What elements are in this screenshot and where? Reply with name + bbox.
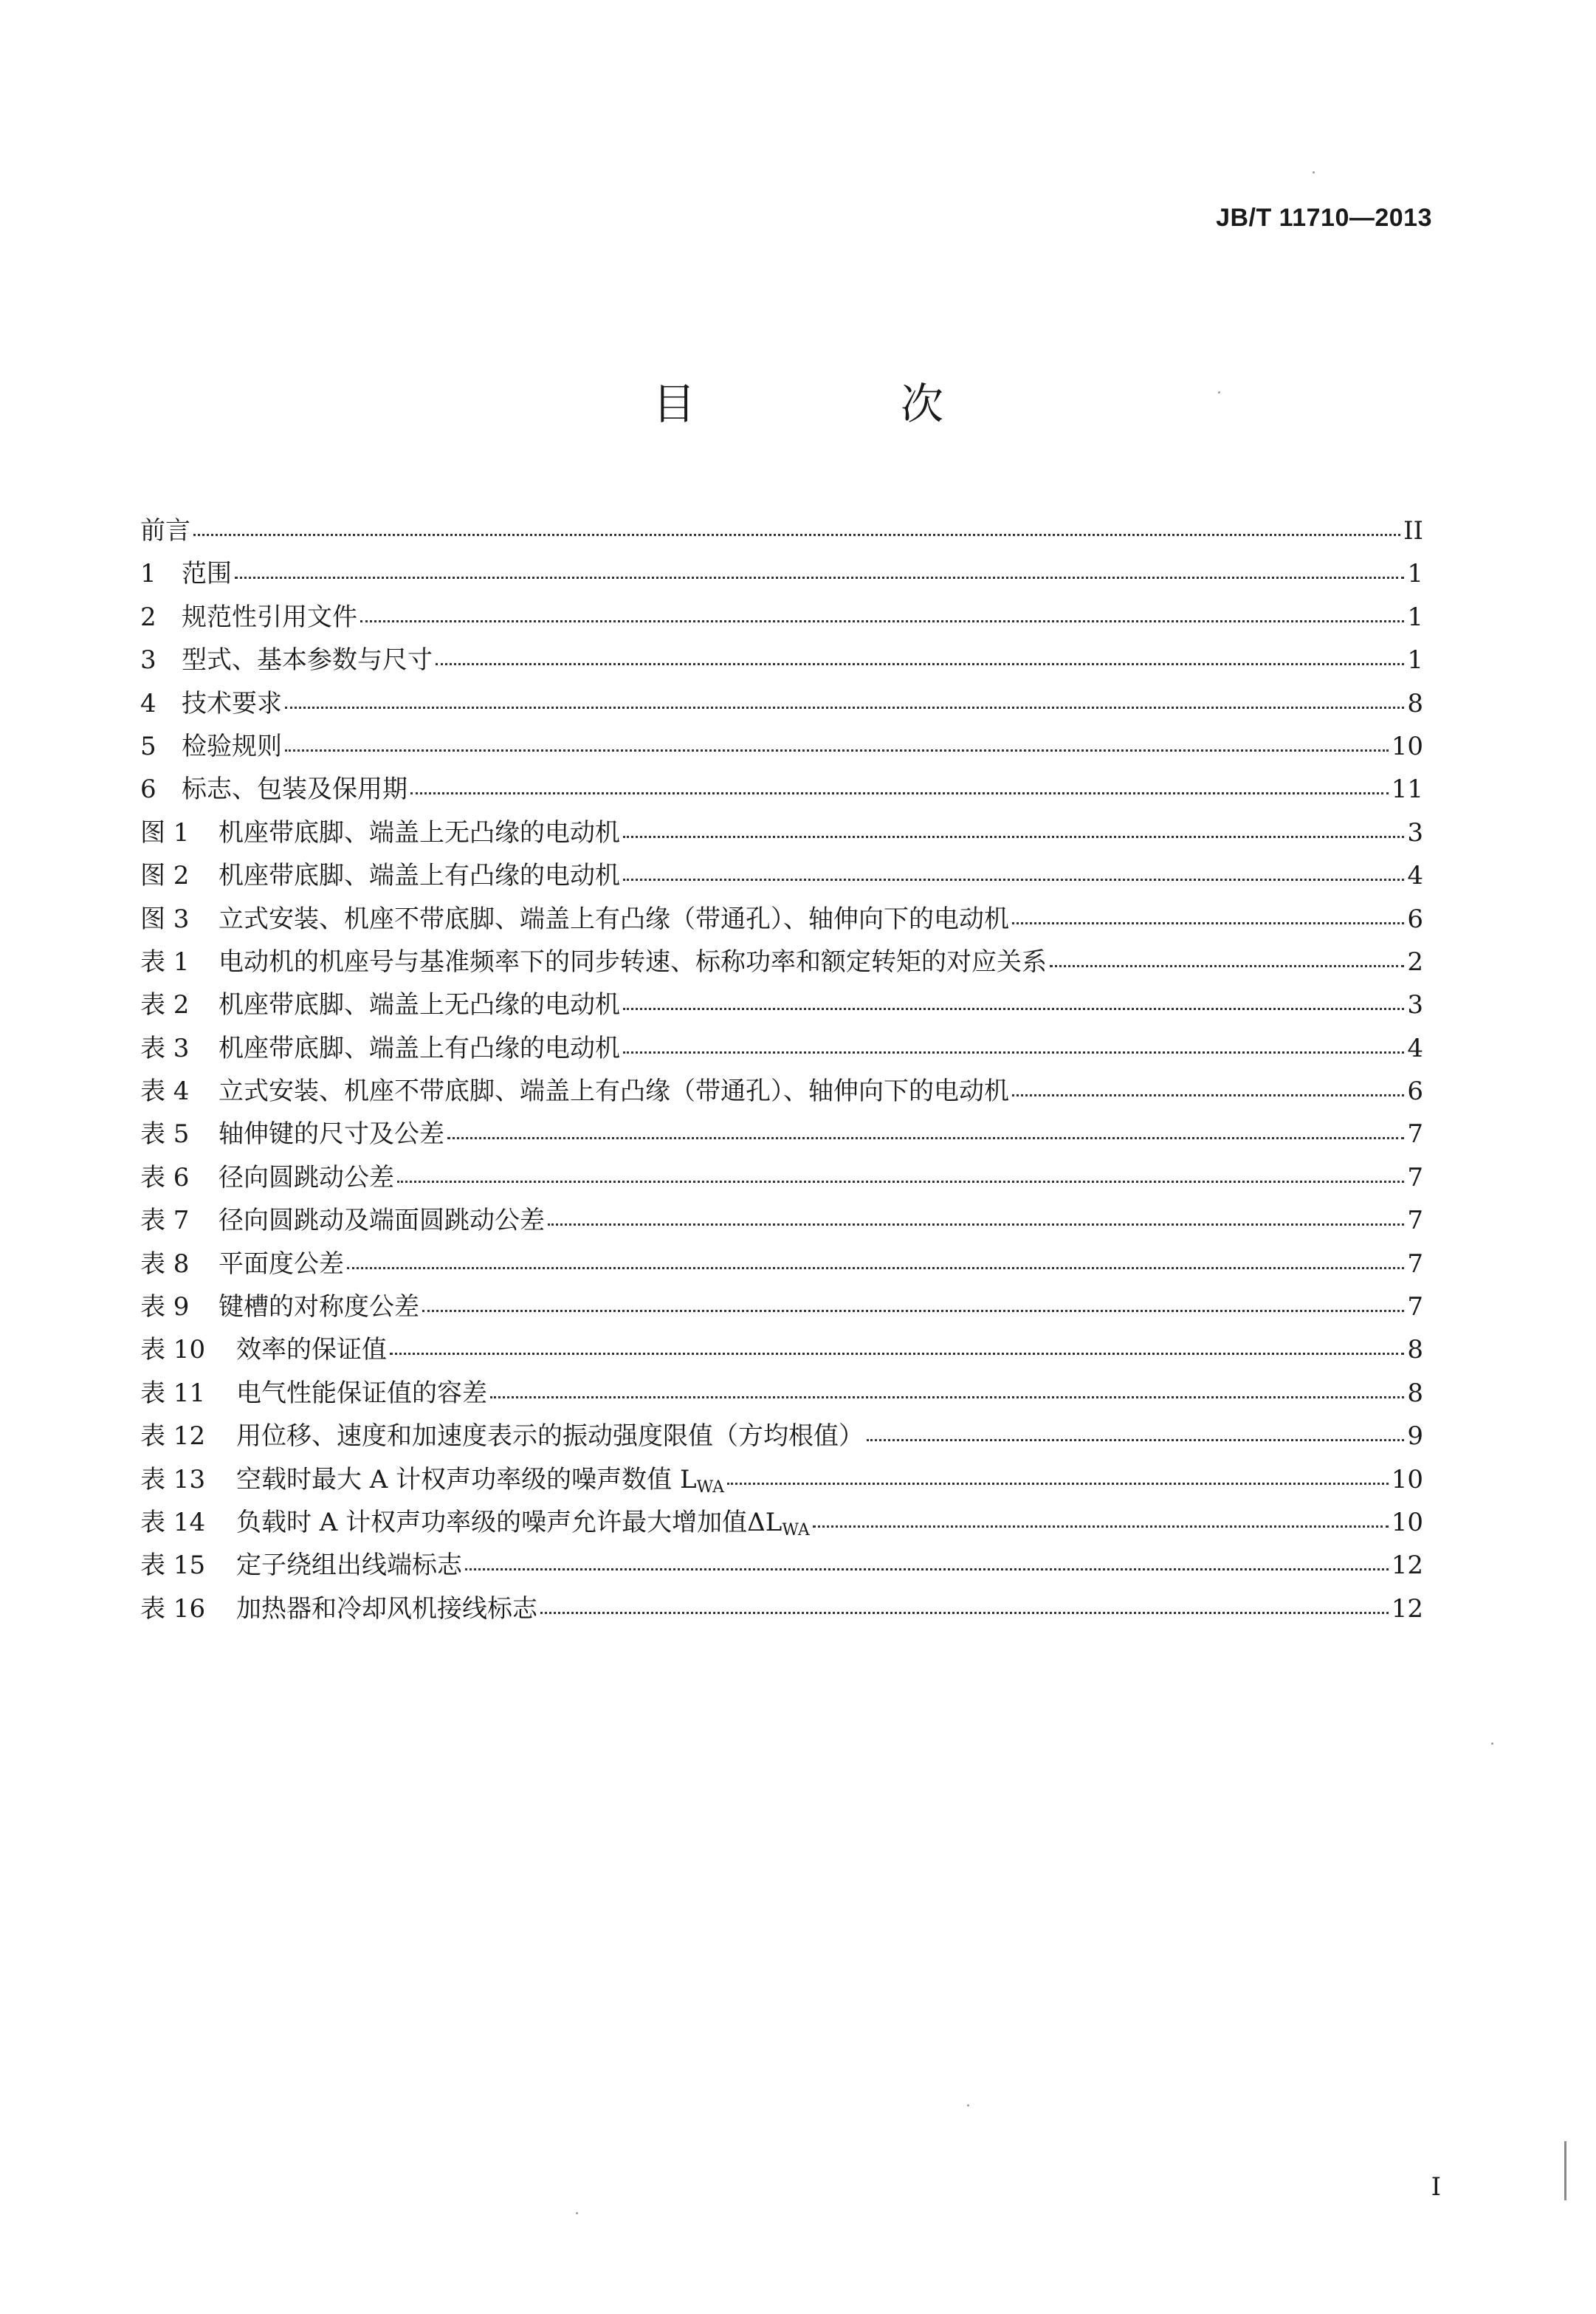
toc-entry-number: 表 15 xyxy=(140,1551,206,1581)
leader-dots xyxy=(623,859,1404,884)
leader-dots xyxy=(347,1247,1404,1272)
toc-entry-label xyxy=(219,1027,620,1070)
toc-entry-page: 10 xyxy=(1391,1507,1423,1537)
toc-entry[interactable] xyxy=(140,768,1423,811)
leader-dots xyxy=(540,1592,1389,1617)
toc-entry-number: 4 xyxy=(140,688,156,718)
toc-entry-label xyxy=(182,552,232,595)
leader-dots xyxy=(390,1333,1404,1358)
toc-entry-label xyxy=(182,725,282,768)
toc-entry-number: 表 16 xyxy=(140,1593,206,1624)
leader-dots xyxy=(285,729,1389,755)
toc-entry-label-text: 检验规则 xyxy=(182,731,282,761)
toc-entry-label-text: 径向圆跳动及端面圆跳动公差 xyxy=(219,1206,545,1236)
leader-dots xyxy=(867,1419,1404,1444)
toc-entry-page: 7 xyxy=(1407,1292,1423,1322)
toc-entry-page: 7 xyxy=(1407,1206,1423,1236)
toc-entry-label xyxy=(219,1113,444,1156)
leader-dots xyxy=(623,816,1404,841)
toc-entry[interactable] xyxy=(140,1587,1423,1630)
toc-entry-label-text: 机座带底脚、端盖上无凸缘的电动机 xyxy=(219,990,620,1020)
toc-entry-label-text: 加热器和冷却风机接线标志 xyxy=(236,1593,537,1624)
toc-entry-label xyxy=(236,1587,537,1630)
toc-entry-page: 11 xyxy=(1391,775,1423,805)
scan-artifact xyxy=(1564,2141,1566,2200)
leader-dots xyxy=(548,1204,1404,1229)
leader-dots xyxy=(235,557,1404,582)
toc-entry-page: 10 xyxy=(1391,731,1423,761)
toc-entry-label-text: 效率的保证值 xyxy=(236,1335,387,1365)
toc-entry-page: 10 xyxy=(1391,1464,1423,1494)
toc-entry-label-text: 空载时最大 A 计权声功率级的噪声数值 L xyxy=(236,1464,697,1494)
toc-entry-page: 8 xyxy=(1407,1335,1423,1365)
scan-speck xyxy=(1218,391,1220,394)
toc-entry-number: 6 xyxy=(140,775,156,805)
toc-entry[interactable] xyxy=(140,725,1423,768)
standard-code: JB/T 11710—2013 xyxy=(1216,204,1432,232)
toc-entry-page: 7 xyxy=(1407,1249,1423,1279)
leader-dots xyxy=(360,600,1404,625)
leader-dots xyxy=(465,1548,1389,1573)
toc-entry-label-text: 标志、包装及保用期 xyxy=(182,775,407,805)
toc-entry-page: 3 xyxy=(1407,990,1423,1020)
toc-entry[interactable] xyxy=(140,1070,1423,1113)
leader-dots xyxy=(623,1031,1404,1057)
toc-entry-subscript: WA xyxy=(782,1520,810,1539)
toc-entry-number: 图 2 xyxy=(140,861,190,891)
toc-entry[interactable] xyxy=(140,811,1423,854)
toc-entry-label-text: 机座带底脚、端盖上有凸缘的电动机 xyxy=(219,1033,620,1063)
page-number: I xyxy=(1431,2172,1441,2202)
toc-entry-label xyxy=(182,768,407,811)
toc-entry-label-text: 机座带底脚、端盖上无凸缘的电动机 xyxy=(219,817,620,848)
toc-entry-number: 3 xyxy=(140,645,156,676)
toc-entry-page: 4 xyxy=(1407,1033,1423,1063)
toc-entry-label xyxy=(236,1372,487,1415)
toc-entry-number: 表 11 xyxy=(140,1378,206,1408)
leader-dots xyxy=(1050,945,1404,970)
toc-entry-label-text: 平面度公差 xyxy=(219,1249,344,1279)
toc-entry-page: 3 xyxy=(1407,817,1423,848)
toc-entry-number: 图 1 xyxy=(140,817,190,848)
toc-entry-label xyxy=(219,1156,394,1199)
toc-entry-label xyxy=(219,811,620,854)
toc-entry[interactable] xyxy=(140,1415,1423,1458)
toc-entry-label xyxy=(236,1328,387,1371)
toc-entry-label xyxy=(219,898,1009,941)
toc-entry-label xyxy=(219,941,1047,983)
toc-entry-label xyxy=(219,1199,545,1242)
toc-entry[interactable] xyxy=(140,1458,1423,1501)
toc-entry-label xyxy=(219,1070,1009,1113)
toc-entry-label-text: 键槽的对称度公差 xyxy=(219,1292,419,1322)
leader-dots xyxy=(285,687,1404,712)
toc-entry-label xyxy=(236,1415,864,1458)
toc-entry-label-text: 立式安装、机座不带底脚、端盖上有凸缘（带通孔）、轴伸向下的电动机 xyxy=(219,904,1009,934)
toc-entry-label: 前言 xyxy=(140,516,190,546)
toc-entry[interactable] xyxy=(140,1328,1423,1371)
toc-entry-label-text: 轴伸键的尺寸及公差 xyxy=(219,1119,444,1150)
toc-entry-foreword[interactable] xyxy=(140,509,1423,552)
toc-entry-label-text: 定子绕组出线端标志 xyxy=(236,1551,462,1581)
toc-entry-number: 表 9 xyxy=(140,1292,190,1322)
toc-entry[interactable] xyxy=(140,1027,1423,1070)
toc-entry-label-text: 立式安装、机座不带底脚、端盖上有凸缘（带通孔）、轴伸向下的电动机 xyxy=(219,1077,1009,1107)
toc-entry[interactable] xyxy=(140,1544,1423,1587)
leader-dots xyxy=(1012,902,1404,927)
toc-entry-number: 图 3 xyxy=(140,904,190,934)
toc-entry-page: II xyxy=(1403,516,1423,546)
toc-entry[interactable] xyxy=(140,983,1423,1026)
toc-entry[interactable] xyxy=(140,1113,1423,1156)
toc-entry-label xyxy=(236,1544,462,1587)
toc-entry[interactable] xyxy=(140,854,1423,897)
toc-entry-number: 表 1 xyxy=(140,947,190,977)
toc-entry-number: 表 2 xyxy=(140,990,190,1020)
toc-entry-page: 8 xyxy=(1407,1378,1423,1408)
toc-entry-page: 7 xyxy=(1407,1119,1423,1150)
toc-entry-label xyxy=(219,1285,419,1328)
leader-dots xyxy=(436,643,1404,668)
toc-entry-page: 7 xyxy=(1407,1162,1423,1192)
toc-entry-number: 表 3 xyxy=(140,1033,190,1063)
toc-entry-number: 2 xyxy=(140,602,156,632)
leader-dots xyxy=(727,1463,1389,1488)
toc-entry[interactable] xyxy=(140,1372,1423,1415)
toc-entry-page: 8 xyxy=(1407,688,1423,718)
toc-entry[interactable] xyxy=(140,898,1423,941)
toc-entry[interactable] xyxy=(140,596,1423,639)
toc-entry[interactable] xyxy=(140,1199,1423,1242)
page-title: 目 次 xyxy=(652,379,1025,429)
toc-entry-label xyxy=(219,854,620,897)
toc-entry-page: 9 xyxy=(1407,1421,1423,1452)
toc-entry-label-text: 电气性能保证值的容差 xyxy=(236,1378,487,1408)
leader-dots xyxy=(1012,1074,1404,1099)
toc-entry[interactable] xyxy=(140,1285,1423,1328)
toc-entry[interactable] xyxy=(140,1501,1423,1544)
leader-dots xyxy=(397,1161,1404,1186)
toc-entry-number: 表 13 xyxy=(140,1464,206,1494)
scan-speck xyxy=(967,2104,969,2107)
leader-dots xyxy=(490,1376,1404,1401)
toc-entry-label xyxy=(219,1243,344,1285)
scan-speck xyxy=(1491,1743,1493,1745)
toc-entry-page: 1 xyxy=(1407,645,1423,676)
toc-entry-number: 表 7 xyxy=(140,1206,190,1236)
toc-entry-page: 6 xyxy=(1407,1077,1423,1107)
toc-entry-page: 4 xyxy=(1407,861,1423,891)
toc-entry-number: 1 xyxy=(140,559,156,589)
toc-entry-label xyxy=(182,639,433,682)
toc-entry-number: 表 5 xyxy=(140,1119,190,1150)
leader-dots xyxy=(410,772,1389,797)
toc-entry-label-text: 负载时 A 计权声功率级的噪声允许最大增加值ΔL xyxy=(236,1507,782,1537)
toc-entry-label-text: 型式、基本参数与尺寸 xyxy=(182,645,433,676)
toc-entry-label xyxy=(182,596,357,639)
toc-entry-page: 1 xyxy=(1407,559,1423,589)
toc-entry-label-text: 径向圆跳动公差 xyxy=(219,1162,394,1192)
leader-dots xyxy=(193,514,1400,539)
scan-speck xyxy=(1313,171,1315,174)
toc-entry-number: 5 xyxy=(140,731,156,761)
toc-entry-label-text: 用位移、速度和加速度表示的振动强度限值（方均根值） xyxy=(236,1421,864,1452)
toc-entry-label-text: 电动机的机座号与基准频率下的同步转速、标称功率和额定转矩的对应关系 xyxy=(219,947,1047,977)
toc-entry[interactable] xyxy=(140,941,1423,983)
toc-entry-number: 表 12 xyxy=(140,1421,206,1452)
toc-entry-label xyxy=(219,983,620,1026)
toc-entry-label-text: 技术要求 xyxy=(182,688,282,718)
toc-entry[interactable] xyxy=(140,1156,1423,1199)
toc-entry-label-text: 机座带底脚、端盖上有凸缘的电动机 xyxy=(219,861,620,891)
scan-speck xyxy=(576,2212,578,2214)
toc-entry-number: 表 14 xyxy=(140,1507,206,1537)
toc-entry[interactable] xyxy=(140,1243,1423,1285)
toc-entry-label xyxy=(182,682,282,725)
toc-entry[interactable] xyxy=(140,682,1423,725)
toc-entry-number: 表 10 xyxy=(140,1335,206,1365)
toc-entry-label-text: 规范性引用文件 xyxy=(182,602,357,632)
leader-dots xyxy=(447,1117,1404,1142)
toc-entry-label-text: 范围 xyxy=(182,559,232,589)
leader-dots xyxy=(813,1506,1389,1531)
toc-entry-page: 12 xyxy=(1391,1593,1423,1624)
leader-dots xyxy=(422,1290,1404,1315)
toc-entry-number: 表 6 xyxy=(140,1162,190,1192)
toc-entry-page: 6 xyxy=(1407,904,1423,934)
toc-entry-number: 表 8 xyxy=(140,1249,190,1279)
toc-entry-subscript: WA xyxy=(696,1477,724,1497)
toc-entry[interactable] xyxy=(140,552,1423,595)
toc-entry-page: 12 xyxy=(1391,1551,1423,1581)
toc-entry-page: 2 xyxy=(1407,947,1423,977)
toc-entry-number: 表 4 xyxy=(140,1077,190,1107)
leader-dots xyxy=(623,988,1404,1013)
toc-entry-page: 1 xyxy=(1407,602,1423,632)
toc-entry[interactable] xyxy=(140,639,1423,682)
table-of-contents xyxy=(140,509,1423,1630)
